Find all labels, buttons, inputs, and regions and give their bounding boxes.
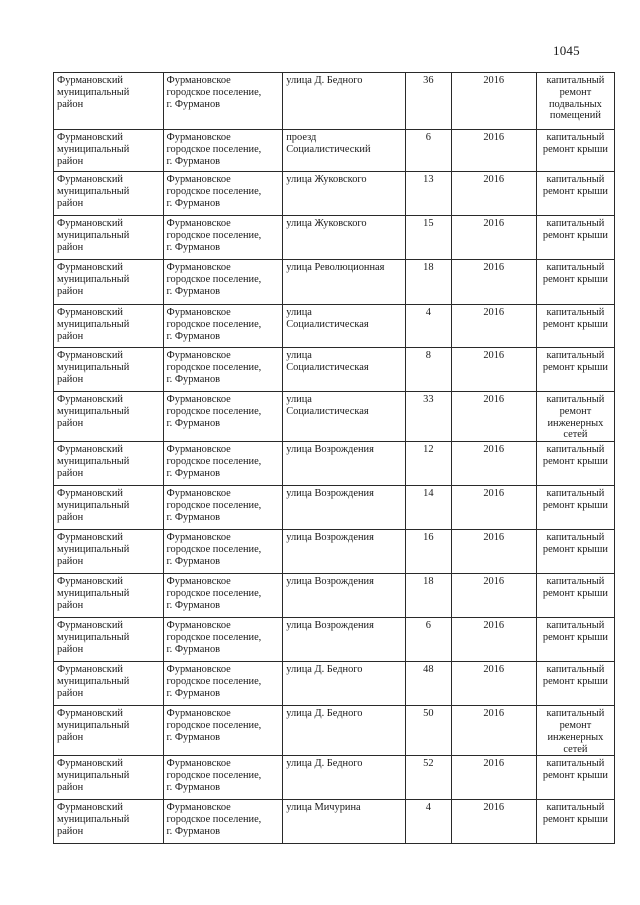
house-number-cell-text: 18: [423, 576, 434, 588]
table-row: [54, 260, 615, 305]
year-cell: [451, 618, 536, 662]
house-number-cell: [406, 392, 452, 442]
street-cell-text: улица Жуковского: [286, 218, 367, 229]
settlement-cell-text: Фурмановское городское поселение, г. Фурманов: [166, 620, 262, 655]
year-cell: [451, 800, 536, 844]
district-cell-text: Фурмановский муниципальный район: [57, 174, 130, 209]
settlement-cell: [163, 305, 283, 348]
street-cell-text: улица Социалистическая: [286, 307, 369, 330]
house-number-cell: [406, 216, 452, 260]
street-cell-text: улица Возрождения: [286, 488, 374, 500]
year-cell: [451, 73, 536, 130]
work-type-cell: [536, 574, 614, 618]
district-cell: [54, 216, 164, 260]
house-number-cell: [406, 172, 452, 216]
house-number-cell-text: 16: [423, 532, 434, 544]
table-row: [54, 756, 615, 800]
settlement-cell-text: Фурмановское городское поселение, г. Фурманов: [166, 350, 262, 385]
settlement-cell-text: Фурмановское городское поселение, г. Фурманов: [166, 532, 262, 567]
house-number-cell: [406, 73, 452, 130]
work-type-cell-text: капитальный ремонт крыши: [542, 132, 608, 155]
district-cell-text: Фурмановский муниципальный район: [57, 307, 130, 342]
settlement-cell-text: Фурмановское городское поселение, г. Фурманов: [166, 758, 262, 793]
house-number-cell-text: 48: [423, 664, 434, 676]
work-type-cell: [536, 486, 614, 530]
house-number-cell: [406, 130, 452, 172]
district-cell: [54, 574, 164, 618]
district-cell-text: Фурмановский муниципальный район: [57, 262, 130, 297]
year-cell-text: 2016: [483, 664, 505, 676]
settlement-cell: [163, 618, 283, 662]
work-type-cell-text: капитальный ремонт крыши: [542, 620, 608, 643]
house-number-cell: [406, 486, 452, 530]
work-type-cell-text: капитальный ремонт крыши: [542, 350, 608, 373]
street-cell-text: улица Д. Бедного: [286, 75, 363, 86]
house-number-cell: [406, 442, 452, 486]
house-number-cell: [406, 756, 452, 800]
street-cell: [283, 216, 406, 260]
work-type-cell-text: капитальный ремонт крыши: [542, 488, 608, 511]
work-type-cell: [536, 130, 614, 172]
house-number-cell: [406, 530, 452, 574]
street-cell: [283, 486, 406, 530]
settlement-cell: [163, 706, 283, 756]
house-number-cell-text: 12: [423, 444, 434, 456]
table-row: [54, 618, 615, 662]
house-number-cell-text: 52: [423, 758, 434, 770]
work-type-cell: [536, 172, 614, 216]
district-cell-text: Фурмановский муниципальный район: [57, 802, 130, 837]
work-type-cell-text: капитальный ремонт крыши: [542, 576, 608, 599]
street-cell-text: улица Д. Бедного: [286, 758, 363, 770]
table-row: [54, 216, 615, 260]
district-cell: [54, 260, 164, 305]
year-cell: [451, 216, 536, 260]
year-cell: [451, 392, 536, 442]
year-cell: [451, 574, 536, 618]
street-cell: [283, 442, 406, 486]
district-cell-text: Фурмановский муниципальный район: [57, 620, 130, 655]
table-row: [54, 392, 615, 442]
work-type-cell-text: капитальный ремонт крыши: [542, 262, 608, 285]
settlement-cell: [163, 392, 283, 442]
table-row: [54, 706, 615, 756]
work-type-cell: [536, 618, 614, 662]
year-cell: [451, 706, 536, 756]
work-type-cell-text: капитальный ремонт крыши: [542, 218, 608, 241]
house-number-cell-text: 6: [425, 620, 431, 632]
settlement-cell: [163, 800, 283, 844]
house-number-cell-text: 4: [425, 307, 431, 318]
street-cell: [283, 530, 406, 574]
district-cell: [54, 800, 164, 844]
district-cell-text: Фурмановский муниципальный район: [57, 132, 130, 167]
district-cell: [54, 392, 164, 442]
settlement-cell-text: Фурмановское городское поселение, г. Фурманов: [166, 75, 262, 110]
settlement-cell-text: Фурмановское городское поселение, г. Фурманов: [166, 708, 262, 743]
year-cell: [451, 530, 536, 574]
house-number-cell-text: 4: [425, 802, 431, 814]
work-type-cell: [536, 348, 614, 392]
settlement-cell: [163, 486, 283, 530]
house-number-cell: [406, 348, 452, 392]
work-type-cell: [536, 530, 614, 574]
settlement-cell: [163, 662, 283, 706]
work-type-cell-text: капитальный ремонт крыши: [542, 174, 608, 197]
table-row: [54, 800, 615, 844]
year-cell: [451, 305, 536, 348]
settlement-cell: [163, 530, 283, 574]
street-cell: [283, 73, 406, 130]
settlement-cell-text: Фурмановское городское поселение, г. Фурманов: [166, 488, 262, 523]
repair-schedule-table: [53, 72, 615, 844]
year-cell-text: 2016: [483, 444, 505, 456]
settlement-cell-text: Фурмановское городское поселение, г. Фурманов: [166, 132, 262, 167]
work-type-cell-text: капитальный ремонт инженерных сетей: [546, 394, 605, 441]
year-cell: [451, 662, 536, 706]
year-cell-text: 2016: [483, 75, 505, 86]
district-cell-text: Фурмановский муниципальный район: [57, 75, 130, 110]
house-number-cell: [406, 618, 452, 662]
settlement-cell: [163, 348, 283, 392]
work-type-cell: [536, 756, 614, 800]
street-cell: [283, 305, 406, 348]
district-cell: [54, 73, 164, 130]
work-type-cell-text: капитальный ремонт крыши: [542, 758, 608, 782]
house-number-cell-text: 18: [423, 262, 434, 273]
district-cell: [54, 172, 164, 216]
house-number-cell-text: 36: [423, 75, 434, 86]
work-type-cell: [536, 260, 614, 305]
settlement-cell-text: Фурмановское городское поселение, г. Фурманов: [166, 174, 262, 209]
work-type-cell: [536, 442, 614, 486]
street-cell-text: улица Возрождения: [286, 444, 374, 456]
settlement-cell: [163, 130, 283, 172]
district-cell-text: Фурмановский муниципальный район: [57, 758, 130, 793]
work-type-cell: [536, 392, 614, 442]
district-cell: [54, 442, 164, 486]
year-cell: [451, 130, 536, 172]
settlement-cell: [163, 260, 283, 305]
house-number-cell: [406, 260, 452, 305]
house-number-cell: [406, 574, 452, 618]
settlement-cell: [163, 73, 283, 130]
work-type-cell-text: капитальный ремонт крыши: [542, 802, 608, 826]
house-number-cell-text: 13: [423, 174, 434, 185]
district-cell-text: Фурмановский муниципальный район: [57, 218, 130, 253]
year-cell-text: 2016: [483, 708, 505, 720]
house-number-cell: [406, 706, 452, 756]
settlement-cell: [163, 442, 283, 486]
work-type-cell: [536, 800, 614, 844]
work-type-cell: [536, 662, 614, 706]
year-cell-text: 2016: [483, 394, 505, 405]
work-type-cell-text: капитальный ремонт крыши: [542, 664, 608, 687]
work-type-cell-text: капитальный ремонт крыши: [542, 532, 608, 555]
year-cell-text: 2016: [483, 262, 505, 273]
table-row: [54, 172, 615, 216]
year-cell-text: 2016: [483, 174, 505, 185]
table-body: [54, 73, 615, 844]
street-cell-text: улица Социалистическая: [286, 350, 369, 373]
district-cell: [54, 348, 164, 392]
work-type-cell-text: капитальный ремонт инженерных сетей: [546, 708, 605, 755]
house-number-cell-text: 6: [425, 132, 431, 143]
year-cell-text: 2016: [483, 802, 505, 814]
house-number-cell-text: 33: [423, 394, 434, 405]
year-cell-text: 2016: [483, 218, 505, 229]
district-cell: [54, 756, 164, 800]
district-cell: [54, 530, 164, 574]
street-cell-text: улица Жуковского: [286, 174, 367, 185]
street-cell: [283, 662, 406, 706]
house-number-cell-text: 15: [423, 218, 434, 229]
table-row: [54, 348, 615, 392]
settlement-cell-text: Фурмановское городское поселение, г. Фурманов: [166, 262, 262, 297]
year-cell-text: 2016: [483, 307, 505, 318]
house-number-cell: [406, 305, 452, 348]
street-cell: [283, 756, 406, 800]
district-cell-text: Фурмановский муниципальный район: [57, 350, 130, 385]
district-cell-text: Фурмановский муниципальный район: [57, 532, 130, 567]
house-number-cell-text: 14: [423, 488, 434, 500]
street-cell: [283, 172, 406, 216]
district-cell-text: Фурмановский муниципальный район: [57, 576, 130, 611]
year-cell-text: 2016: [483, 758, 505, 770]
settlement-cell: [163, 172, 283, 216]
district-cell: [54, 486, 164, 530]
street-cell-text: улица Возрождения: [286, 532, 374, 544]
district-cell: [54, 305, 164, 348]
district-cell: [54, 130, 164, 172]
district-cell: [54, 706, 164, 756]
year-cell-text: 2016: [483, 488, 505, 500]
district-cell-text: Фурмановский муниципальный район: [57, 664, 130, 699]
work-type-cell-text: капитальный ремонт подвальных помещений: [546, 75, 605, 122]
street-cell: [283, 800, 406, 844]
street-cell-text: проезд Социалистический: [286, 132, 371, 155]
work-type-cell-text: капитальный ремонт крыши: [542, 307, 608, 330]
year-cell: [451, 348, 536, 392]
work-type-cell-text: капитальный ремонт крыши: [542, 444, 608, 467]
street-cell-text: улица Возрождения: [286, 576, 374, 588]
settlement-cell: [163, 216, 283, 260]
district-cell: [54, 662, 164, 706]
settlement-cell: [163, 756, 283, 800]
table-row: [54, 305, 615, 348]
street-cell-text: улица Д. Бедного: [286, 708, 363, 720]
street-cell-text: улица Социалистическая: [286, 394, 369, 417]
settlement-cell: [163, 574, 283, 618]
house-number-cell: [406, 800, 452, 844]
table-row: [54, 574, 615, 618]
settlement-cell-text: Фурмановское городское поселение, г. Фурманов: [166, 802, 262, 837]
settlement-cell-text: Фурмановское городское поселение, г. Фурманов: [166, 394, 262, 429]
street-cell: [283, 260, 406, 305]
table-row: [54, 73, 615, 130]
settlement-cell-text: Фурмановское городское поселение, г. Фурманов: [166, 576, 262, 611]
house-number-cell-text: 50: [423, 708, 434, 720]
street-cell-text: улица Возрождения: [286, 620, 374, 632]
street-cell: [283, 348, 406, 392]
table-row: [54, 486, 615, 530]
street-cell: [283, 706, 406, 756]
street-cell: [283, 392, 406, 442]
settlement-cell-text: Фурмановское городское поселение, г. Фурманов: [166, 664, 262, 699]
district-cell-text: Фурмановский муниципальный район: [57, 394, 130, 429]
settlement-cell-text: Фурмановское городское поселение, г. Фурманов: [166, 307, 262, 342]
table-row: [54, 530, 615, 574]
street-cell: [283, 130, 406, 172]
house-number-cell-text: 8: [425, 350, 431, 361]
table-row: [54, 662, 615, 706]
year-cell: [451, 260, 536, 305]
district-cell-text: Фурмановский муниципальный район: [57, 444, 130, 479]
district-cell-text: Фурмановский муниципальный район: [57, 488, 130, 523]
year-cell: [451, 486, 536, 530]
year-cell: [451, 756, 536, 800]
year-cell-text: 2016: [483, 532, 505, 544]
table-row: [54, 130, 615, 172]
page-number: 1045: [553, 43, 580, 58]
table-row: [54, 442, 615, 486]
street-cell: [283, 618, 406, 662]
district-cell-text: Фурмановский муниципальный район: [57, 708, 130, 743]
year-cell-text: 2016: [483, 350, 505, 361]
settlement-cell-text: Фурмановское городское поселение, г. Фурманов: [166, 218, 262, 253]
work-type-cell: [536, 305, 614, 348]
street-cell: [283, 574, 406, 618]
street-cell-text: улица Д. Бедного: [286, 664, 363, 676]
year-cell-text: 2016: [483, 620, 505, 632]
street-cell-text: улица Мичурина: [286, 802, 361, 814]
work-type-cell: [536, 216, 614, 260]
street-cell-text: улица Революционная: [286, 262, 385, 273]
year-cell: [451, 442, 536, 486]
settlement-cell-text: Фурмановское городское поселение, г. Фурманов: [166, 444, 262, 479]
year-cell: [451, 172, 536, 216]
house-number-cell: [406, 662, 452, 706]
year-cell-text: 2016: [483, 132, 505, 143]
work-type-cell: [536, 73, 614, 130]
year-cell-text: 2016: [483, 576, 505, 588]
district-cell: [54, 618, 164, 662]
work-type-cell: [536, 706, 614, 756]
